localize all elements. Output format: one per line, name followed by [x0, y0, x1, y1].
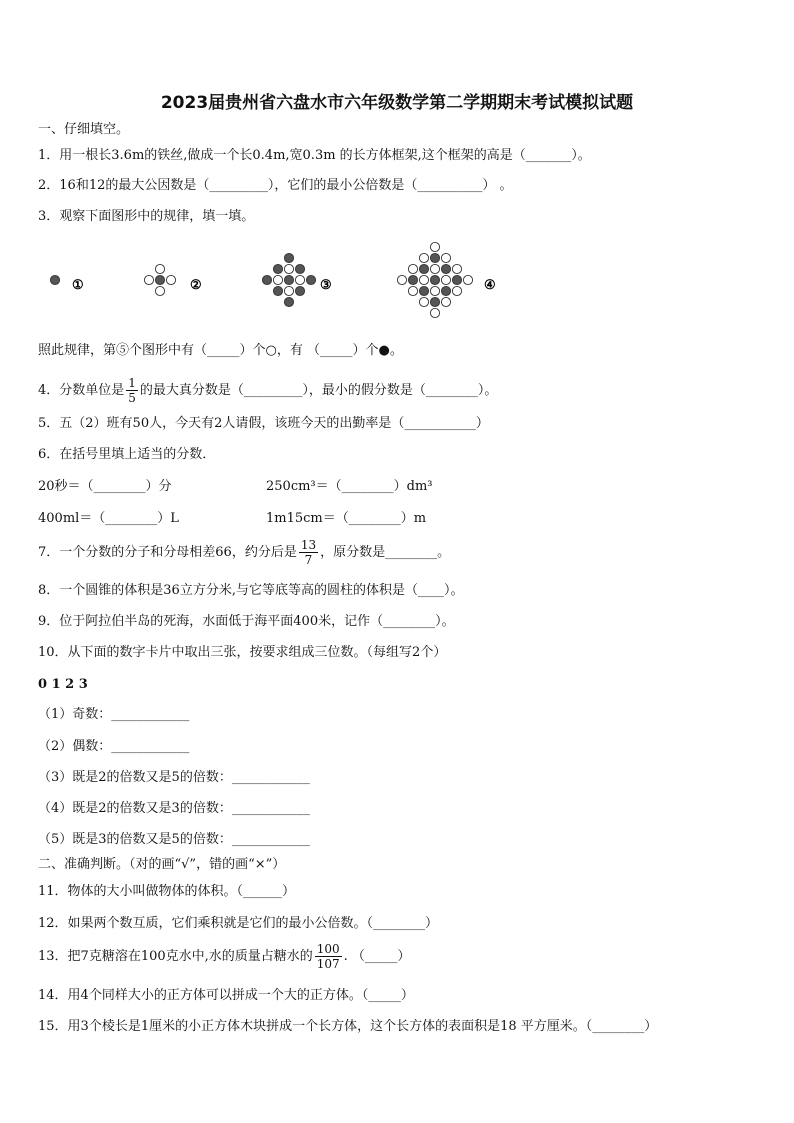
filled-dot: [284, 275, 293, 284]
filled-dot: [430, 253, 439, 262]
fraction-denominator: 5: [128, 391, 136, 405]
question-13: [38, 942, 410, 971]
question-7: [38, 538, 450, 567]
pattern-label-3: ③: [320, 278, 332, 293]
hollow-dot: [295, 275, 304, 284]
pattern-4: [397, 242, 472, 317]
hollow-dot: [430, 308, 439, 317]
fraction-one-fifth: [126, 376, 138, 405]
hollow-dot: [284, 264, 293, 273]
filled-dot: [441, 286, 450, 295]
question-7-suffix: ，原分数是________。: [320, 545, 451, 560]
hollow-dot: [408, 286, 417, 295]
question-14: 14．用4个同样大小的正方体可以拼成一个大的正方体。（_____）: [38, 988, 414, 1003]
filled-dot: [295, 286, 304, 295]
pattern-label-1: ①: [72, 278, 84, 293]
question-10-part-2: （2）偶数：____________: [38, 739, 190, 754]
question-10-part-3: （3）既是2的倍数又是5的倍数：____________: [38, 770, 310, 785]
hollow-dot: [430, 286, 439, 295]
fraction-numerator: 13: [300, 538, 317, 552]
question-4: [38, 376, 497, 405]
hollow-dot: [419, 253, 428, 262]
filled-dot: [306, 275, 315, 284]
question-6: 6．在括号里填上适当的分数．: [38, 447, 216, 462]
pattern-2: [144, 264, 175, 295]
hollow-dot: [430, 264, 439, 273]
filled-dot: [430, 275, 439, 284]
hollow-dot: [441, 275, 450, 284]
hollow-dot: [441, 253, 450, 262]
hollow-dot: [419, 275, 428, 284]
question-11: 11．物体的大小叫做物体的体积。（______）: [38, 884, 296, 899]
hollow-dot: [441, 297, 450, 306]
filled-dot: [419, 264, 428, 273]
question-2: 2．16和12的最大公因数是（_________），它们的最小公倍数是（__________） 。: [38, 178, 513, 193]
hollow-dot: [284, 286, 293, 295]
question-6-item-4: 1m15cm＝（________）m: [266, 511, 427, 526]
filled-dot: [50, 275, 59, 284]
filled-dot: [419, 286, 428, 295]
question-15: 15．用3个棱长是1厘米的小正方体木块拼成一个长方体，这个长方体的表面积是18 平方厘米。（________）: [38, 1019, 658, 1034]
question-10-part-4: （4）既是2的倍数又是3的倍数：____________: [38, 801, 310, 816]
question-13-suffix: . （_____）: [343, 949, 411, 964]
question-13-prefix: 13．把7克糖溶在100克水中,水的质量占糖水的: [38, 949, 313, 964]
question-9: 9．位于阿拉伯半岛的死海，水面低于海平面400米，记作（________）。: [38, 614, 455, 629]
question-8: 8．一个圆锥的体积是36立方分米,与它等底等高的圆柱的体积是（____）。: [38, 583, 464, 598]
dot-pattern-figure: [38, 240, 518, 330]
pattern-label-4: ④: [484, 278, 496, 293]
filled-dot: [284, 297, 293, 306]
question-4-suffix: 的最大真分数是（_________），最小的假分数是（________）。: [139, 383, 498, 398]
question-3-followup: 照此规律，第⑤个图形中有（_____）个○，有 （_____）个●。: [38, 343, 403, 358]
question-10-part-5: （5）既是3的倍数又是5的倍数：____________: [38, 832, 310, 847]
question-10: 10．从下面的数字卡片中取出三张，按要求组成三位数。（每组写2个）: [38, 645, 447, 660]
hollow-dot: [155, 286, 164, 295]
filled-dot: [155, 275, 164, 284]
question-1: 1．用一根长3.6m的铁丝,做成一个长0.4m,宽0.3m 的长方体框架,这个框架的高是（_______）。: [38, 148, 591, 163]
section-heading-fill-in: 一、仔细填空。: [38, 122, 130, 137]
filled-dot: [441, 264, 450, 273]
hollow-dot: [408, 264, 417, 273]
fraction-denominator: 7: [304, 553, 313, 567]
fraction-100-over-107: [315, 942, 342, 971]
hollow-dot: [452, 286, 461, 295]
question-3: 3．观察下面图形中的规律，填一填。: [38, 209, 255, 224]
hollow-dot: [166, 275, 175, 284]
filled-dot: [284, 253, 293, 262]
digit-cards: 0 1 2 3: [38, 677, 88, 692]
pattern-1: [50, 275, 59, 284]
fraction-denominator: 107: [316, 957, 340, 971]
question-6-item-2: 250cm³＝（________）dm³: [266, 479, 433, 494]
section-heading-true-false: 二、准确判断。（对的画“√”，错的画“×”）: [38, 857, 286, 872]
hollow-dot: [397, 275, 406, 284]
filled-dot: [408, 275, 417, 284]
question-6-item-1: 20秒＝（________）分: [38, 479, 172, 494]
filled-dot: [452, 275, 461, 284]
filled-dot: [295, 264, 304, 273]
hollow-dot: [419, 297, 428, 306]
question-4-prefix: 4．分数单位是: [38, 383, 125, 398]
fraction-thirteen-sevenths: [299, 538, 318, 567]
fraction-numerator: 1: [128, 376, 136, 390]
pattern-3: [262, 253, 315, 306]
page-title: 2023届贵州省六盘水市六年级数学第二学期期末考试模拟试题: [160, 93, 634, 113]
question-7-prefix: 7．一个分数的分子和分母相差66，约分后是: [38, 545, 297, 560]
hollow-dot: [430, 242, 439, 251]
question-5: 5．五（2）班有50人，今天有2人请假，该班今天的出勤率是（___________）: [38, 416, 489, 431]
hollow-dot: [144, 275, 153, 284]
question-10-part-1: （1）奇数：____________: [38, 707, 190, 722]
pattern-label-2: ②: [190, 278, 202, 293]
filled-dot: [262, 275, 271, 284]
fraction-numerator: 100: [316, 942, 340, 956]
hollow-dot: [155, 264, 164, 273]
question-12: 12．如果两个数互质，它们乘积就是它们的最小公倍数。（________）: [38, 916, 439, 931]
question-6-item-3: 400ml＝（________）L: [38, 511, 179, 526]
filled-dot: [273, 264, 282, 273]
filled-dot: [430, 297, 439, 306]
hollow-dot: [463, 275, 472, 284]
filled-dot: [273, 286, 282, 295]
hollow-dot: [452, 264, 461, 273]
hollow-dot: [273, 275, 282, 284]
